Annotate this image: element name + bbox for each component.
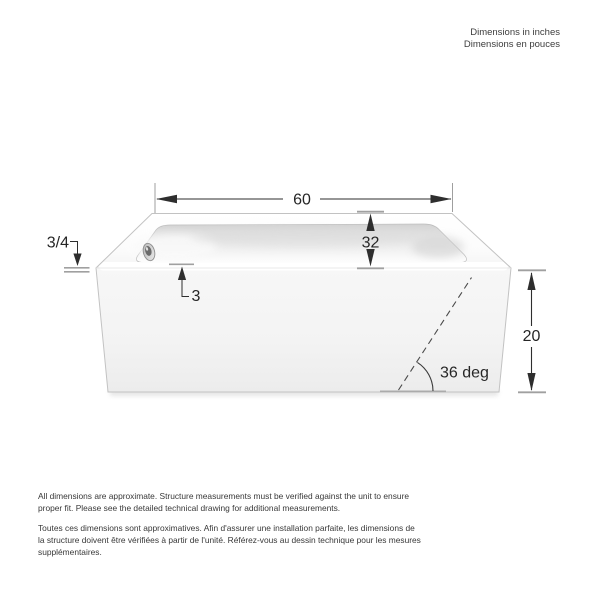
width-value: 60	[293, 191, 311, 209]
arrow-right-icon	[431, 195, 452, 203]
arrow-up-icon	[527, 272, 535, 290]
disclaimer-en	[38, 490, 409, 514]
height-value: 20	[522, 328, 541, 345]
arrow-down-icon	[527, 373, 535, 391]
disclaimer-en-line: All dimensions are approximate. Structure measurements must be verified against the unit to ensure	[38, 491, 410, 501]
lip-value: 3/4	[46, 234, 69, 252]
deck-value: 3	[191, 288, 201, 305]
disclaimer-fr-line: Toutes ces dimensions sont approximatives. Afin d'assurer une installation parfaite, les dimensions de	[38, 523, 415, 533]
dimension-width-60	[155, 183, 453, 213]
disclaimer-en-line: proper fit. Please see the detailed technical drawing for additional measurements.	[38, 503, 341, 514]
basin-corner-shade	[412, 236, 464, 258]
disclaimer-fr	[38, 522, 421, 558]
dimension-height-20	[518, 270, 546, 392]
units-note-fr: Dimensions en pouces	[463, 38, 560, 50]
disclaimer-fr-line: supplémentaires.	[38, 547, 102, 558]
arrow-left-icon	[156, 195, 177, 203]
angle-value: 36 deg	[440, 364, 489, 382]
units-note-en: Dimensions in inches	[470, 27, 560, 38]
dimension-lip-34	[47, 235, 90, 272]
basin-floor-shade	[190, 229, 420, 247]
disclaimer-fr-line: la structure doivent être vérifiées à partir de l'unité. Référez-vous au dessin technique pour les mesures	[38, 535, 421, 546]
inner-depth-value: 32	[361, 234, 380, 252]
arrow-down-icon	[73, 254, 81, 267]
leader-line	[70, 242, 78, 254]
rim-bullnose	[99, 262, 508, 271]
